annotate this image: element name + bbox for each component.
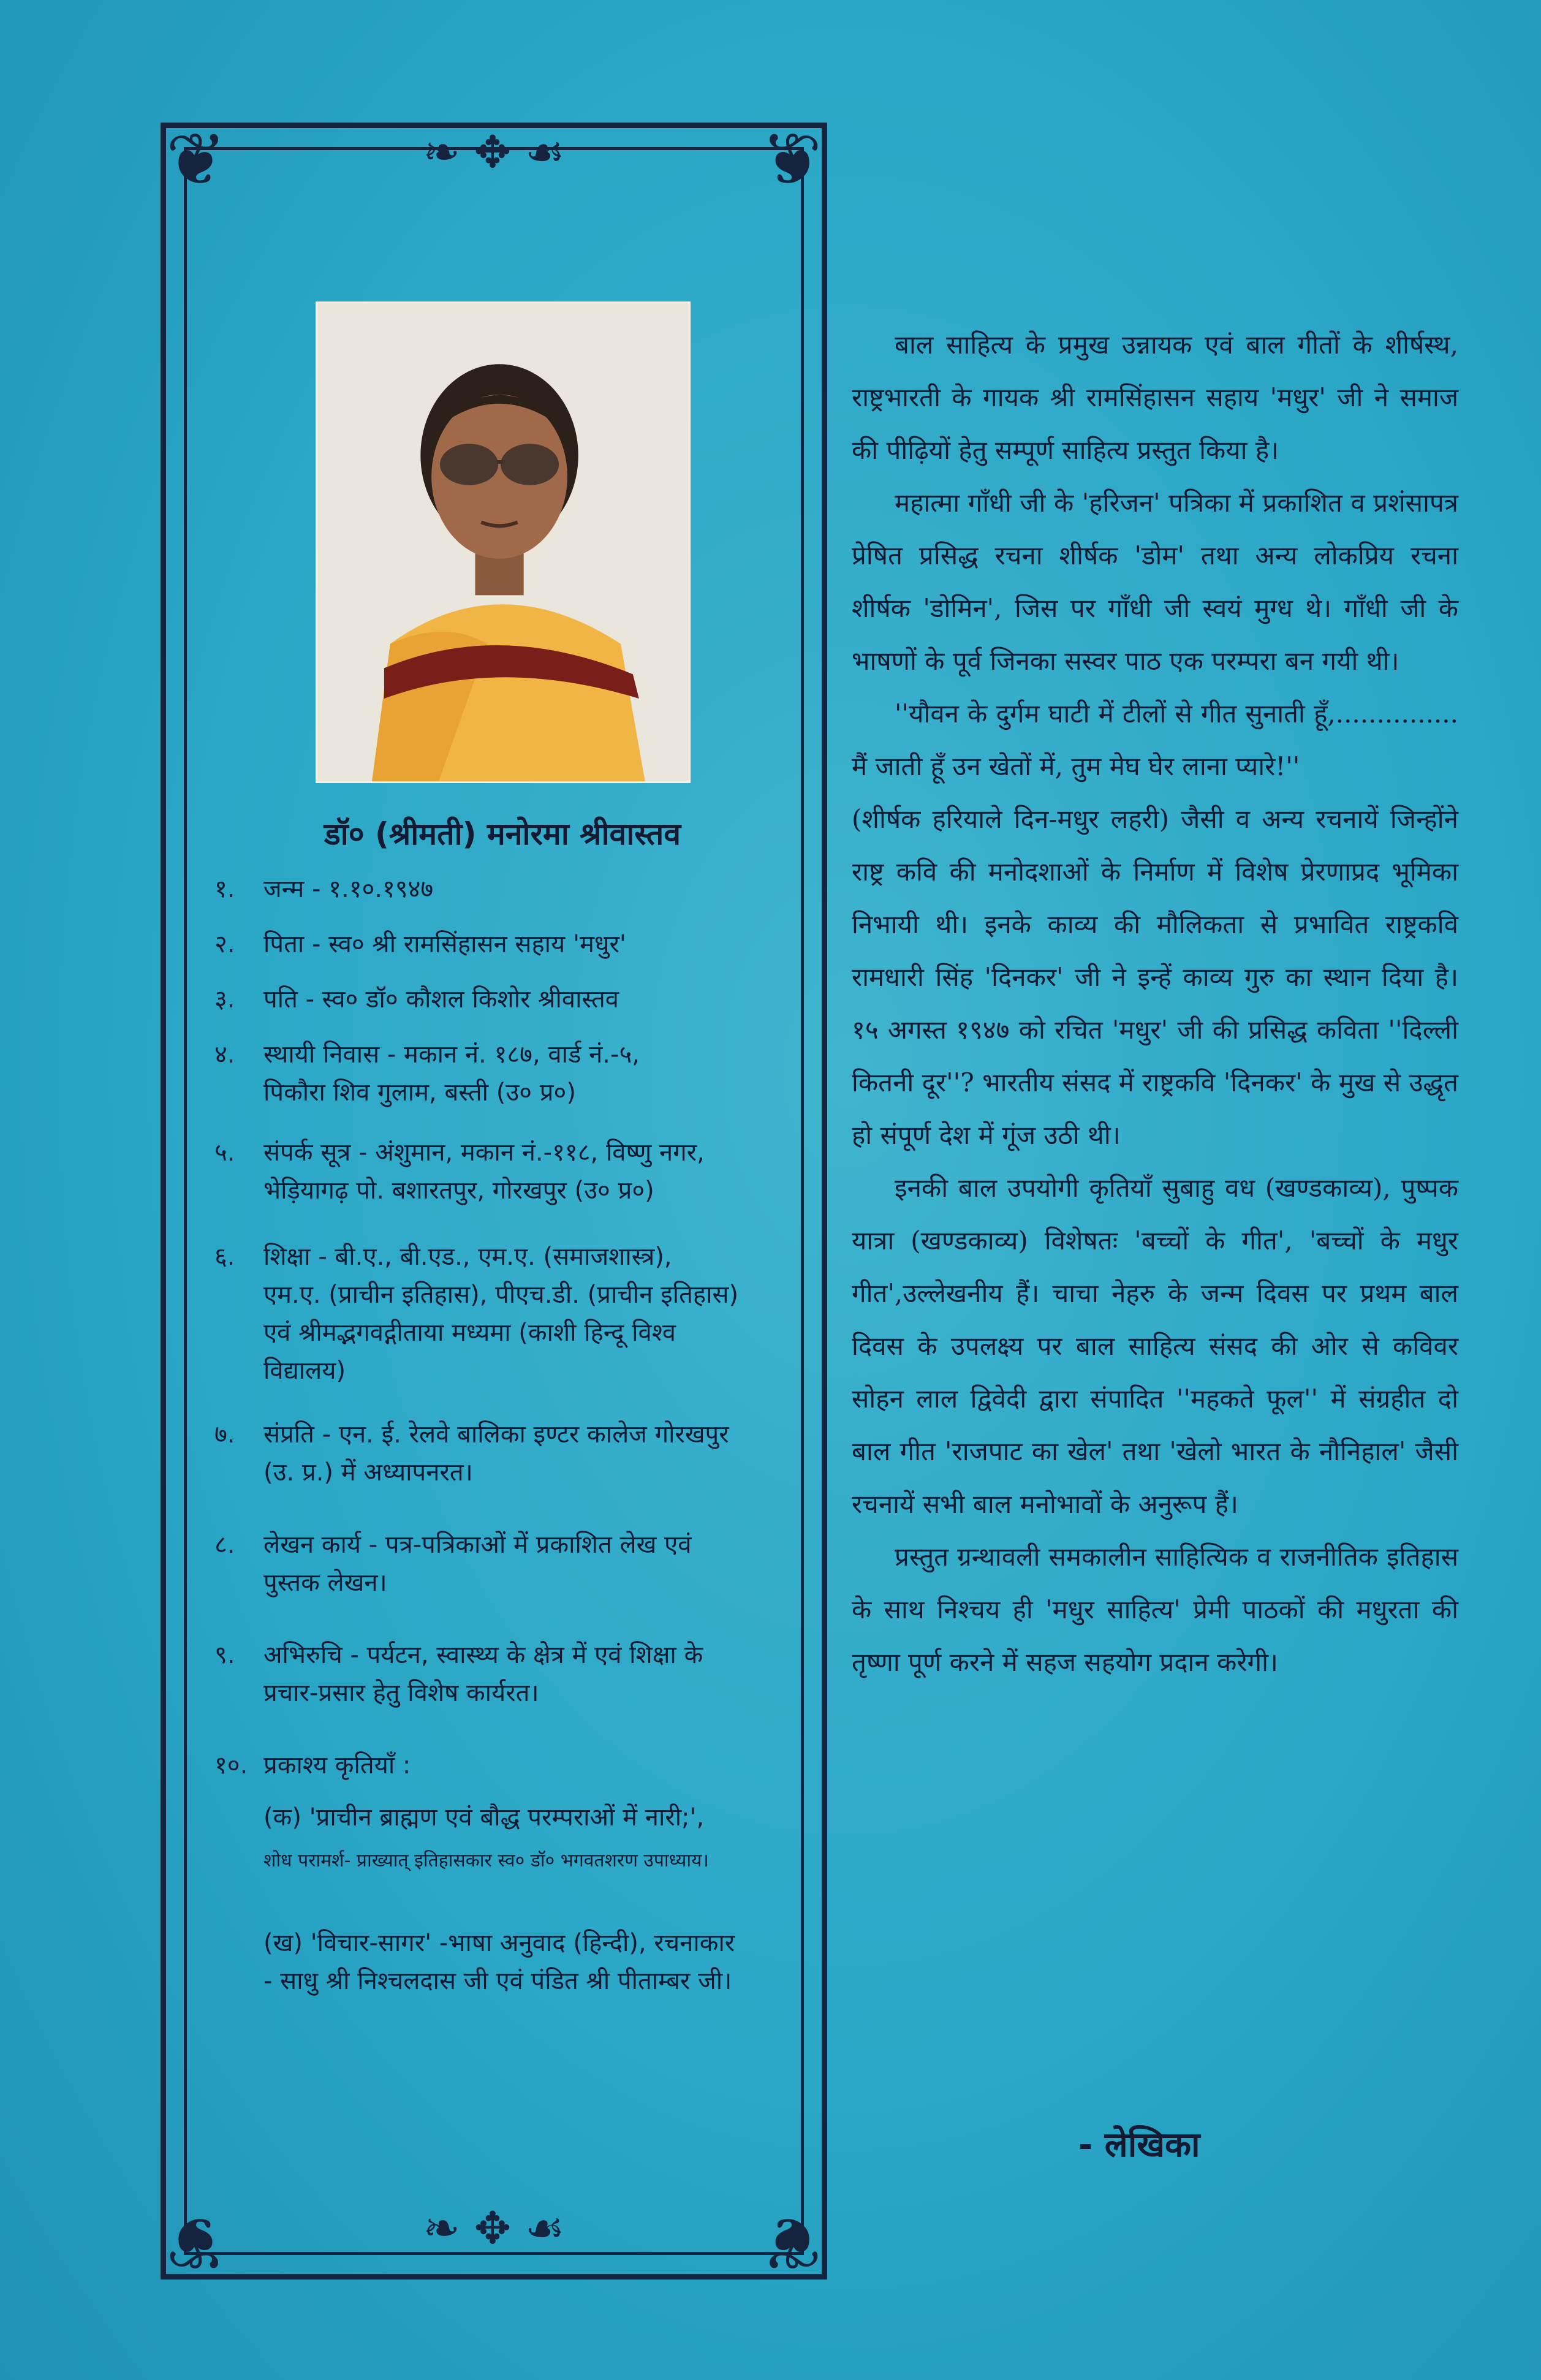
bio-item: ४. स्थायी निवास - मकान नं. १८७, वार्ड नं.-५, पिकौरा शिव गुलाम, बस्ती (उ० प्र०): [214, 1040, 640, 1107]
bottom-flourish-icon: ❧ ✥ ☙: [423, 2202, 565, 2254]
bio-item: ३. पति - स्व० डॉ० कौशल किशोर श्रीवास्तव: [214, 985, 619, 1014]
bio-item: १. जन्म - १.१०.१९४७: [214, 875, 434, 903]
paragraph: बाल साहित्य के प्रमुख उन्नायक एवं बाल गीतों के शीर्षस्थ, राष्ट्रभारती के गायक श्री रामसिंहासन सहाय 'मधुर' जी ने समाज की पीढ़ियों हेतु सम्पूर्ण साहित्य प्रस्तुत किया है।: [852, 330, 1458, 465]
paragraph: (शीर्षक हरियाले दिन-मधुर लहरी) जैसी व अन्य रचनायें जिन्होंने राष्ट्र कवि की मनोदशाओं के निर्माण में विशेष प्रेरणाप्रद भूमिका निभायी थी। इनके काव्य की मौलिकता से प्रभावित राष्ट्रकवि रामधारी सिंह 'दिनकर' जी ने इन्हें काव्य गुरु का स्थान दिया है। १५ अगस्त १९४७ को रचित 'मधुर' जी की प्रसिद्ध कविता ''दिल्ली कितनी दूर''? भारतीय संसद में राष्ट्रकवि 'दिनकर' के मुख से उद्धृत हो संपूर्ण देश में गूंज उठी थी।: [852, 804, 1458, 1150]
paragraph: महात्मा गाँधी जी के 'हरिजन' पत्रिका में प्रकाशित व प्रशंसापत्र प्रेषित प्रसिद्ध रचना शीर्षक 'डोम' तथा अन्य लोकप्रिय रचना शीर्षक 'डोमिन', जिस पर गाँधी जी स्वयं मुग्ध थे। गाँधी जी के भाषणों के पूर्व जिनका सस्वर पाठ एक परम्परा बन गयी थी।: [852, 488, 1458, 676]
signature: - लेखिका: [1078, 2125, 1200, 2165]
bio-item: ५. संपर्क सूत्र - अंशुमान, मकान नं.-११८, विष्णु नगर, भेड़ियागढ़ पो. बशारतपुर, गोरखपुर (उ० प्र०): [214, 1139, 705, 1205]
quote-paragraph: ''यौवन के दुर्गम घाटी में टीलों से गीत सुनाती हूँ,............... मैं जाती हूँ उन खेतों में, तुम मेघ घेर लाना प्यारे!'': [852, 699, 1458, 781]
bio-item: ७. संप्रति - एन. ई. रेलवे बालिका इण्टर कालेज गोरखपुर (उ. प्र.) में अध्यापनरत।: [214, 1420, 729, 1487]
works-item: (ख) 'विचार-सागर' -भाषा अनुवाद (हिन्दी), रचनाकार - साधु श्री निश्चलदास जी एवं पंडित श्री पीताम्बर जी।: [263, 1929, 735, 1995]
author-name: डॉ० (श्रीमती) मनोरमा श्रीवास्तव: [324, 816, 681, 852]
bio-item: ९. अभिरुचि - पर्यटन, स्वास्थ्य के क्षेत्र में एवं शिक्षा के प्रचार-प्रसार हेतु विशेष कार्यरत।: [214, 1641, 703, 1707]
bio-item: २. पिता - स्व० श्री रामसिंहासन सहाय 'मधुर': [214, 930, 626, 958]
corner-flourish-icon: ❦: [761, 2200, 822, 2285]
paragraph: प्रस्तुत ग्रन्थावली समकालीन साहित्यिक व राजनीतिक इतिहास के साथ निश्चय ही 'मधुर साहित्य' प्रेमी पाठकों की मधुरता की तृष्णा पूर्ण करने में सहज सहयोग प्रदान करेगी।: [852, 1542, 1458, 1677]
corner-flourish-icon: ❦: [165, 2200, 227, 2285]
corner-flourish-icon: ❦: [165, 117, 227, 202]
works-item: (क) 'प्राचीन ब्राह्मण एवं बौद्ध परम्पराओं में नारी;', शोध परामर्श- प्राख्यात् इतिहासकार स्व० डॉ० भगवतशरण उपाध्याय।: [263, 1803, 709, 1871]
preface-text: [852, 319, 1458, 1689]
corner-flourish-icon: ❦: [761, 117, 822, 202]
bio-item: १०. प्रकाश्य कृतियाँ :: [214, 1751, 411, 1779]
bio-item: ८. लेखन कार्य - पत्र-पत्रिकाओं में प्रकाशित लेख एवं पुस्तक लेखन।: [214, 1531, 692, 1597]
author-photo: [316, 301, 691, 783]
bio-item: ६. शिक्षा - बी.ए., बी.एड., एम.ए. (समाजशास्त्र), एम.ए. (प्राचीन इतिहास), पीएच.डी. (प्राचीन इतिहास) एवं श्रीमद्भगवद्गीताया मध्यमा (काशी हिन्दू विश्व विद्यालय): [214, 1243, 739, 1385]
top-flourish-icon: ❧ ✥ ☙: [423, 126, 565, 178]
paragraph: इनकी बाल उपयोगी कृतियाँ सुबाहु वध (खण्डकाव्य), पुष्पक यात्रा (खण्डकाव्य) विशेषतः 'बच्चों के गीत', 'बच्चों के मधुर गीत',उल्लेखनीय हैं। चाचा नेहरु के जन्म दिवस पर प्रथम बाल दिवस के उपलक्ष्य पर बाल साहित्य संसद की ओर से कविवर सोहन लाल द्विवेदी द्वारा संपादित ''महकते फूल'' में संग्रहीत दो बाल गीत 'राजपाट का खेल' तथा 'खेलो भारत के नौनिहाल' जैसी रचनायें सभी बाल मनोभावों के अनुरूप हैं।: [852, 1173, 1458, 1519]
